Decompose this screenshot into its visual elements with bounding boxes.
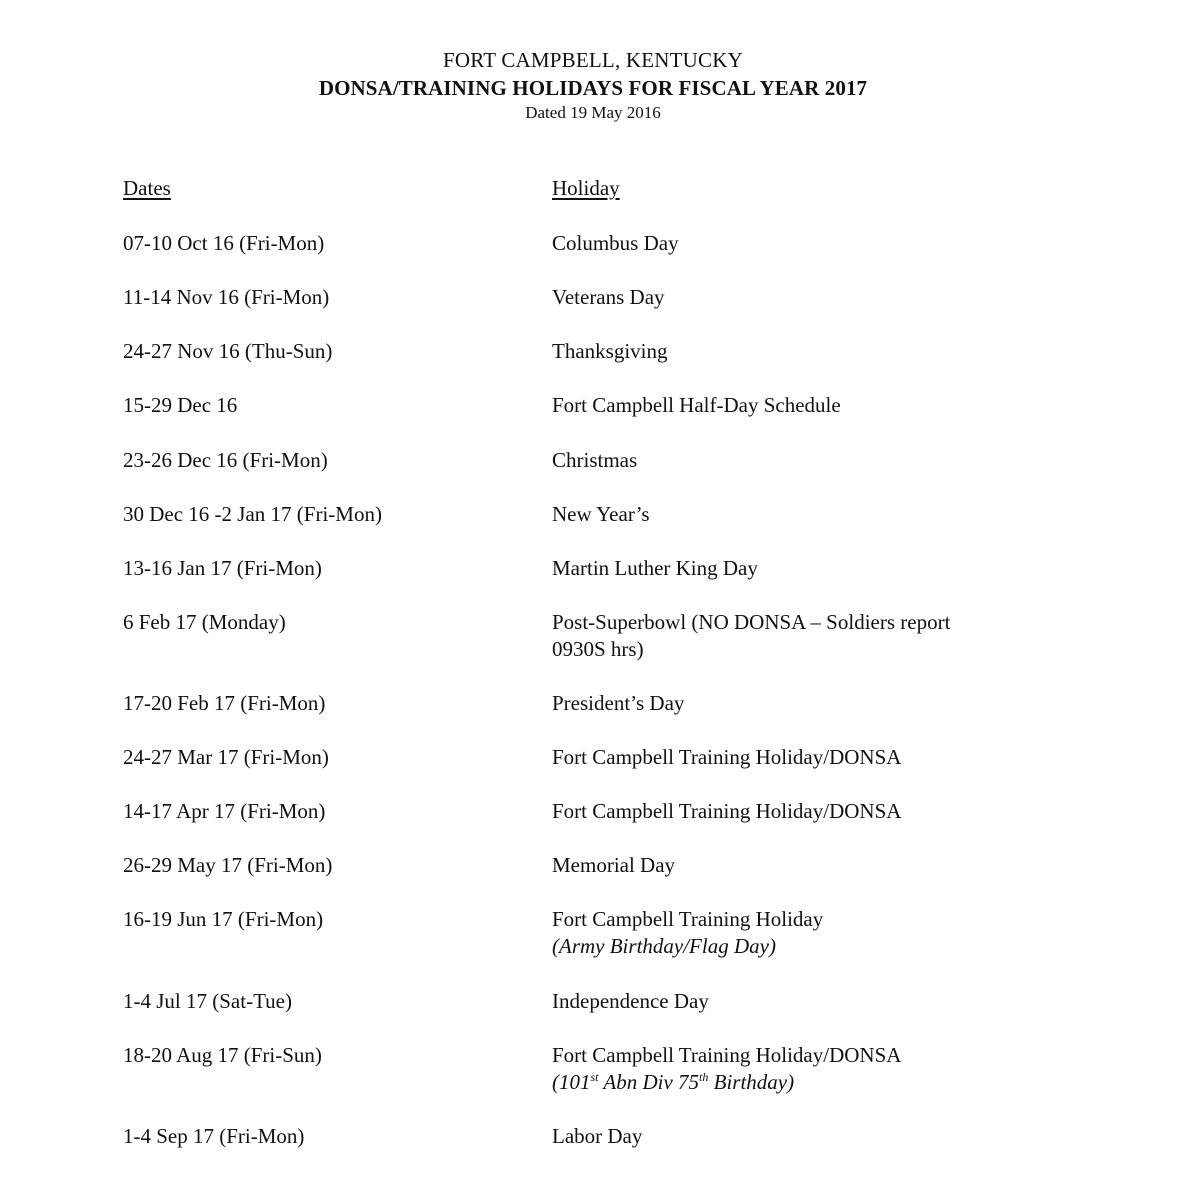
note-superscript: th [699, 1070, 709, 1084]
row-holiday: Thanksgiving [552, 339, 668, 363]
organization-heading: FORT CAMPBELL, KENTUCKY [443, 48, 743, 72]
row-date: 24-27 Mar 17 (Fri-Mon) [123, 745, 329, 769]
document-title: DONSA/TRAINING HOLIDAYS FOR FISCAL YEAR 2017 [318, 76, 868, 100]
row-date: 1-4 Jul 17 (Sat-Tue) [123, 989, 292, 1013]
row-holiday: Independence Day [552, 989, 709, 1013]
row-holiday-continued: 0930S hrs) [552, 637, 644, 661]
row-date: 11-14 Nov 16 (Fri-Mon) [123, 285, 330, 309]
row-date: 1-4 Sep 17 (Fri-Mon) [123, 1124, 305, 1148]
row-holiday: Fort Campbell Training Holiday/DONSA [552, 745, 902, 769]
document-date: Dated 19 May 2016 [525, 103, 661, 122]
row-holiday: Fort Campbell Training Holiday/DONSA [552, 799, 902, 823]
row-date: 16-19 Jun 17 (Fri-Mon) [123, 907, 324, 931]
dates-column-header: Dates [123, 176, 171, 200]
row-date: 26-29 May 17 (Fri-Mon) [123, 853, 333, 877]
holiday-column-header: Holiday [552, 176, 620, 200]
row-date: 14-17 Apr 17 (Fri-Mon) [123, 799, 326, 823]
row-holiday: Memorial Day [552, 853, 676, 877]
row-date: 6 Feb 17 (Monday) [123, 610, 286, 634]
row-date: 07-10 Oct 16 (Fri-Mon) [123, 231, 325, 255]
row-date: 30 Dec 16 -2 Jan 17 (Fri-Mon) [123, 502, 382, 526]
row-holiday: Veterans Day [552, 285, 665, 309]
row-holiday: New Year’s [552, 502, 650, 526]
row-holiday: Christmas [552, 448, 638, 472]
row-holiday: President’s Day [552, 691, 685, 715]
row-date: 23-26 Dec 16 (Fri-Mon) [123, 448, 328, 472]
row-holiday: Labor Day [552, 1124, 643, 1148]
note-text: (101 [552, 1070, 591, 1094]
row-date: 15-29 Dec 16 [123, 393, 238, 417]
row-holiday: Martin Luther King Day [552, 556, 758, 580]
row-holiday-block [552, 609, 1072, 663]
row-date: 17-20 Feb 17 (Fri-Mon) [123, 691, 326, 715]
row-holiday: Fort Campbell Training Holiday [552, 907, 824, 931]
note-superscript: st [590, 1070, 599, 1084]
row-date: 13-16 Jan 17 (Fri-Mon) [123, 556, 322, 580]
row-holiday-block [552, 906, 1072, 960]
row-holiday-note: (Army Birthday/Flag Day) [552, 934, 776, 958]
note-text: Abn Div 75 [598, 1070, 700, 1094]
row-holiday: Fort Campbell Training Holiday/DONSA [552, 1043, 902, 1067]
row-holiday: Fort Campbell Half-Day Schedule [552, 393, 841, 417]
row-date: 18-20 Aug 17 (Fri-Sun) [123, 1043, 322, 1067]
row-date: 24-27 Nov 16 (Thu-Sun) [123, 339, 333, 363]
row-holiday-block [552, 1042, 1072, 1096]
row-holiday: Columbus Day [552, 231, 679, 255]
row-holiday-note [552, 1069, 1072, 1096]
note-text: Birthday) [708, 1070, 795, 1094]
row-holiday: Post-Superbowl (NO DONSA – Soldiers report [552, 610, 951, 634]
